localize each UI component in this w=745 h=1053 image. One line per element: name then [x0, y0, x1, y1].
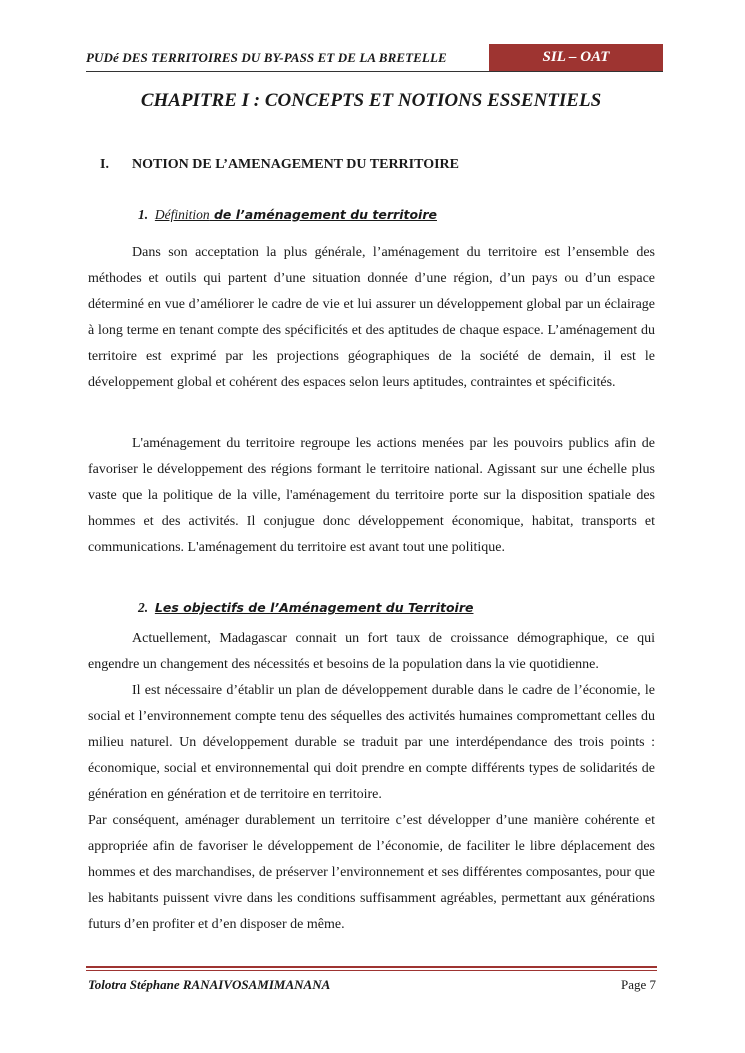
footer-rule	[86, 966, 657, 968]
header-rule	[86, 71, 663, 72]
paragraph-4: Il est nécessaire d’établir un plan de développement durable dans le cadre de l’économie, le social et l’environnement compte tenu des séquelles des activités humaines compromettant celles du milieu naturel. Un développement durable se traduit par une interdépendance des trois points : économique, social et environnemental qui doit prendre en compte différents types de solidarités de génération en génération et de territoire en territoire.	[88, 683, 655, 802]
paragraph-2: L'aménagement du territoire regroupe les actions menées par les pouvoirs publics afin de favoriser le développement des régions formant le territoire national. Agissant sur une échelle plus vaste que la politique de la ville, l'aménagement du territoire porte sur la disposition spatiale des hommes et des activités. Il conjugue donc développement économique, habitat, transports et communications. L'aménagement du territoire est avant tout une politique.	[88, 436, 655, 555]
subheading-objectifs	[138, 600, 473, 616]
section-number: I.	[100, 157, 109, 172]
subheading-text	[155, 207, 437, 222]
paragraph-3: Actuellement, Madagascar connait un fort taux de croissance démographique, ce qui engendre un changement des nécessités et besoins de la population dans la vie quotidienne.	[88, 631, 655, 672]
chapter-title: CHAPITRE I : CONCEPTS ET NOTIONS ESSENTIELS	[140, 90, 602, 111]
header-badge: SIL – OAT	[489, 44, 663, 72]
subheading-number: 2.	[138, 600, 149, 615]
subheading-number: 1.	[138, 207, 149, 222]
subheading-first-word: Définition	[154, 207, 210, 222]
subheading-definition	[138, 207, 437, 223]
subheading-text: Les objectifs de l’Aménagement du Territoire	[154, 600, 474, 615]
section-title-text: NOTION DE L’AMENAGEMENT DU TERRITOIRE	[132, 157, 459, 172]
paragraph-1: Dans son acceptation la plus générale, l’aménagement du territoire est l’ensemble des méthodes et outils qui partent d’une situation donnée d’une région, d’un pays ou d’un espace déterminé en vue d’améliorer le cadre de vie et lui assurer un développement global par un éclairage à long terme en tenant compte des spécificités et des aptitudes de chaque espace. L’aménagement du territoire est exprimé par les projections géographiques de la société de demain, il est le développement global et cohérent des espaces selon leurs aptitudes, contraintes et spécificités.	[88, 245, 655, 390]
section-heading	[100, 157, 459, 173]
page-number: Page 7	[620, 977, 656, 992]
page-header	[86, 44, 663, 72]
footer-rule-thin	[86, 970, 657, 971]
footer-author: Tolotra Stéphane RANAIVOSAMIMANANA	[88, 977, 331, 992]
subheading-rest: de l’aménagement du territoire	[209, 207, 437, 222]
paragraph-5: Par conséquent, aménager durablement un territoire c’est développer d’une manière cohérente et appropriée afin de favoriser le développement de l’économie, de faciliter le libre déplacement des hommes et des marchandises, de préserver l’environnement et ses différentes composantes, pour que les habitants puissent vivre dans les conditions suffisamment agréables, permettant aux générations futurs d’en profiter et d’en disposer de même.	[88, 813, 655, 932]
document-title-header: PUDé DES TERRITOIRES DU BY-PASS ET DE LA BRETELLE	[86, 50, 447, 65]
